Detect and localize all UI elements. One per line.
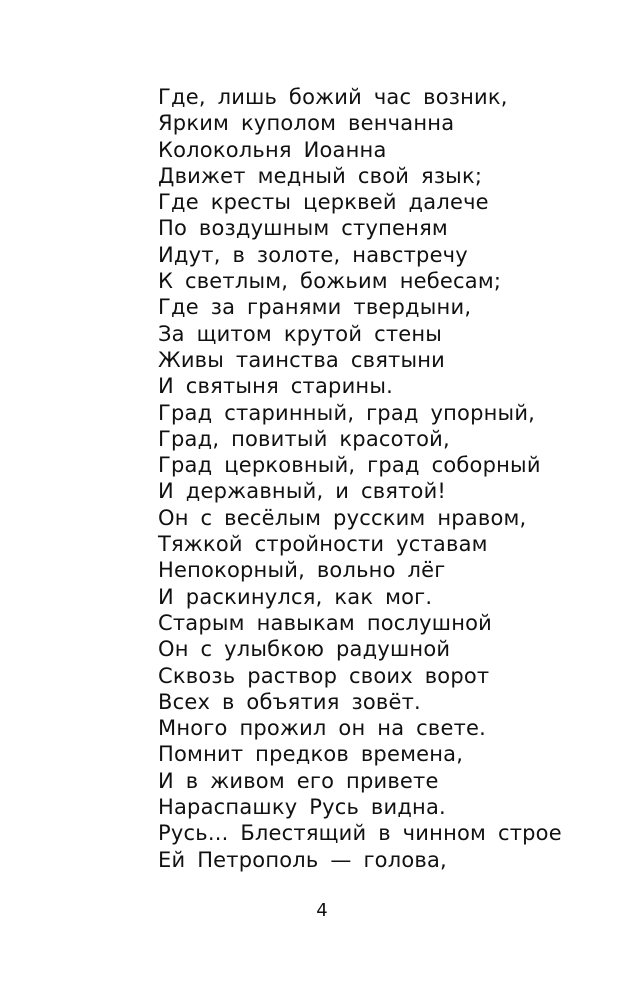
poem-line: Идут, в золоте, навстречу xyxy=(158,242,468,267)
poem-line: Живы таинства святыни xyxy=(158,347,446,372)
poem-line: Град, повитый красотой, xyxy=(158,426,450,451)
poem-line: И в живом его привете xyxy=(158,768,439,793)
poem-line: Сквозь раствор своих ворот xyxy=(158,663,490,688)
poem-line: Град церковный, град соборный xyxy=(158,453,541,478)
poem-line: И святыня старины. xyxy=(158,374,394,399)
poem-line: Где, лишь божий час возник, xyxy=(158,85,508,109)
poem-line: Движет медный свой язык; xyxy=(158,163,483,188)
poem-text xyxy=(158,84,618,873)
poem-line: Он с весёлым русским нравом, xyxy=(158,505,527,530)
poem-line: Ей Петрополь — голова, xyxy=(158,847,447,872)
poem-line: Он с улыбкою радушной xyxy=(158,637,451,662)
poem-line: К светлым, божьим небесам; xyxy=(158,269,502,294)
page-number: 4 xyxy=(316,900,328,921)
poem-line: За щитом крутой стены xyxy=(158,321,443,346)
poem-line: Помнит предков времена, xyxy=(158,742,464,767)
poem-line: Старым навыкам послушной xyxy=(158,610,493,635)
poem-line: Нараспашку Русь видна. xyxy=(158,795,446,820)
poem-line: Град старинный, град упорный, xyxy=(158,400,536,425)
poem-line: Непокорный, вольно лёг xyxy=(158,558,446,583)
poem-line: Ярким куполом венчанна xyxy=(158,111,455,136)
poem-line: Всех в объятия зовёт. xyxy=(158,689,421,714)
poem-line: Где кресты церквей далече xyxy=(158,190,489,215)
poem-line: Колокольня Иоанна xyxy=(158,137,387,162)
poem-line: Много прожил он на свете. xyxy=(158,716,487,741)
poem-line: Где за гранями твердыни, xyxy=(158,295,472,320)
poem-line: И державный, и святой! xyxy=(158,479,447,504)
poem-line: По воздушным ступеням xyxy=(158,216,448,241)
poem-line: Тяжкой стройности уставам xyxy=(158,532,488,557)
poem-line: И раскинулся, как мог. xyxy=(158,584,433,609)
poem-line: Русь... Блестящий в чинном строе xyxy=(158,821,562,846)
